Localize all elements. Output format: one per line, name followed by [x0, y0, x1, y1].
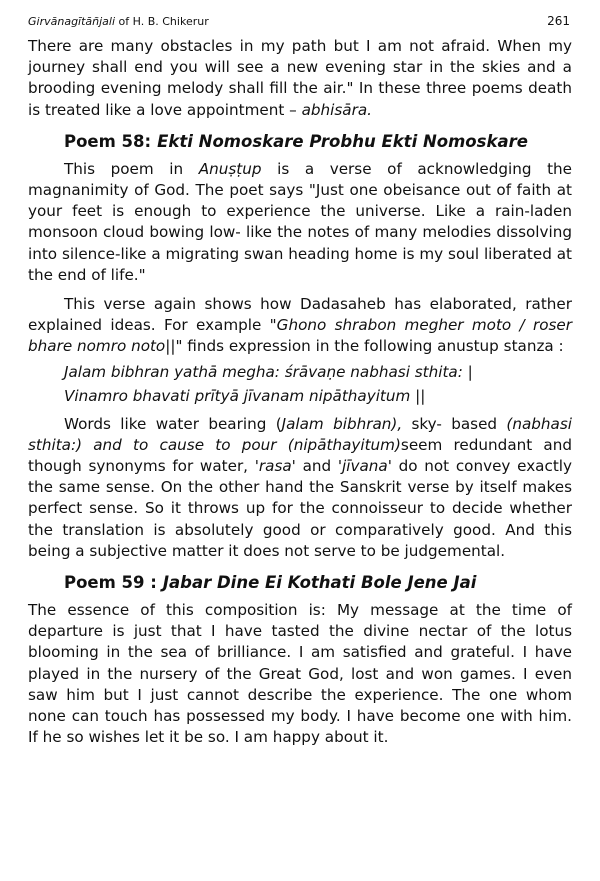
paragraph-1-text: There are many obstacles in my path but I am not afraid. When my journey shall end you will see a new evening star in the skies and a brooding evening melody shall fill the air." In these three poems death is treated like a love appointment – — [28, 37, 572, 119]
paragraph-4-text-a: Words like water bearing ( — [64, 414, 282, 433]
paragraph-4-italic-a: Jalam bibhran), — [281, 414, 403, 433]
poem-59-heading — [64, 572, 572, 594]
paragraph-3-text-b: " finds expression in the following anustup stanza : — [175, 337, 564, 356]
poem-59-label: Poem 59 : — [64, 573, 157, 593]
paragraph-2-italic: Anuṣṭup — [198, 159, 262, 178]
running-head-title: Girvānagītāñjali — [28, 15, 116, 28]
paragraph-4-italic-c: 'rasa' — [254, 457, 296, 476]
paragraph-4 — [28, 414, 572, 562]
paragraph-4-text-e: do not convey exactly the same sense. On the other hand the Sanskrit verse by itself makes perfect sense. So it throws up for the connoisseur to decide whether the translation is absolutely good or comparatively good. And this being a subjective matter it does not serve to be judgemental. — [28, 457, 573, 560]
poem-58-label: Poem 58: — [64, 131, 152, 151]
sanskrit-verse — [64, 360, 572, 408]
paragraph-4-italic-d: 'jīvana' — [337, 457, 392, 476]
paragraph-1-italic: abhisāra. — [301, 100, 372, 119]
paragraph-1 — [28, 36, 572, 121]
page-number: 261 — [547, 14, 570, 28]
paragraph-3-text-a: This verse again shows how Dadasaheb has elaborated, rather explained ideas. For example " — [28, 295, 572, 335]
paragraph-3 — [28, 294, 572, 358]
paragraph-5: The essence of this composition is: My message at the time of departure is just that I have tasted the divine nectar of the lotus blooming in the sea of brilliance. I am satisfied and grateful. I have played in the nursery of the Great God, lost and won games. I even saw him but I just cannot describe the experience. The one whom none can touch has possessed my body. I have become one with him. If he so wishes let it be so. I am happy about it. — [28, 601, 572, 747]
running-head — [28, 15, 209, 28]
paragraph-2 — [28, 159, 572, 286]
page-header — [28, 14, 572, 36]
verse-line-1: Jalam bibhran yathā megha: śrāvaṇe nabhasi sthita: | — [64, 362, 473, 381]
paragraph-4-italic-b: (nabhasi sthita:) and to cause to pour (nipāthayitum) — [28, 414, 572, 454]
poem-58-heading — [64, 131, 572, 153]
poem-59-title: Jabar Dine Ei Kothati Bole Jene Jai — [162, 573, 477, 593]
paragraph-2-text-b: is a verse of acknowledging the magnanimity of God. The poet says "Just one obeisance out of faith at your feet is enough to experience the universe. Like a rain-laden monsoon cloud bowing low- like the notes of many melodies dissolving into silence-like a migrating swan heading home is my soul liberated at the end of life." — [28, 159, 573, 284]
verse-line-2: Vinamro bhavati prītyā jīvanam nipāthayitum || — [64, 386, 426, 405]
paragraph-3-italic: Ghono shrabon megher moto / roser bhare nomro noto|| — [28, 316, 572, 356]
running-head-author: of H. B. Chikerur — [115, 15, 209, 28]
paragraph-4-text-b: sky- based — [402, 414, 507, 433]
paragraph-4-text-d: and — [295, 457, 338, 476]
paragraph-2-text-a: This poem in — [64, 159, 199, 178]
poem-58-title: Ekti Nomoskare Probhu Ekti Nomoskare — [157, 131, 528, 151]
paragraph-4-text-c: seem redundant and though synonyms for water, — [28, 435, 572, 476]
